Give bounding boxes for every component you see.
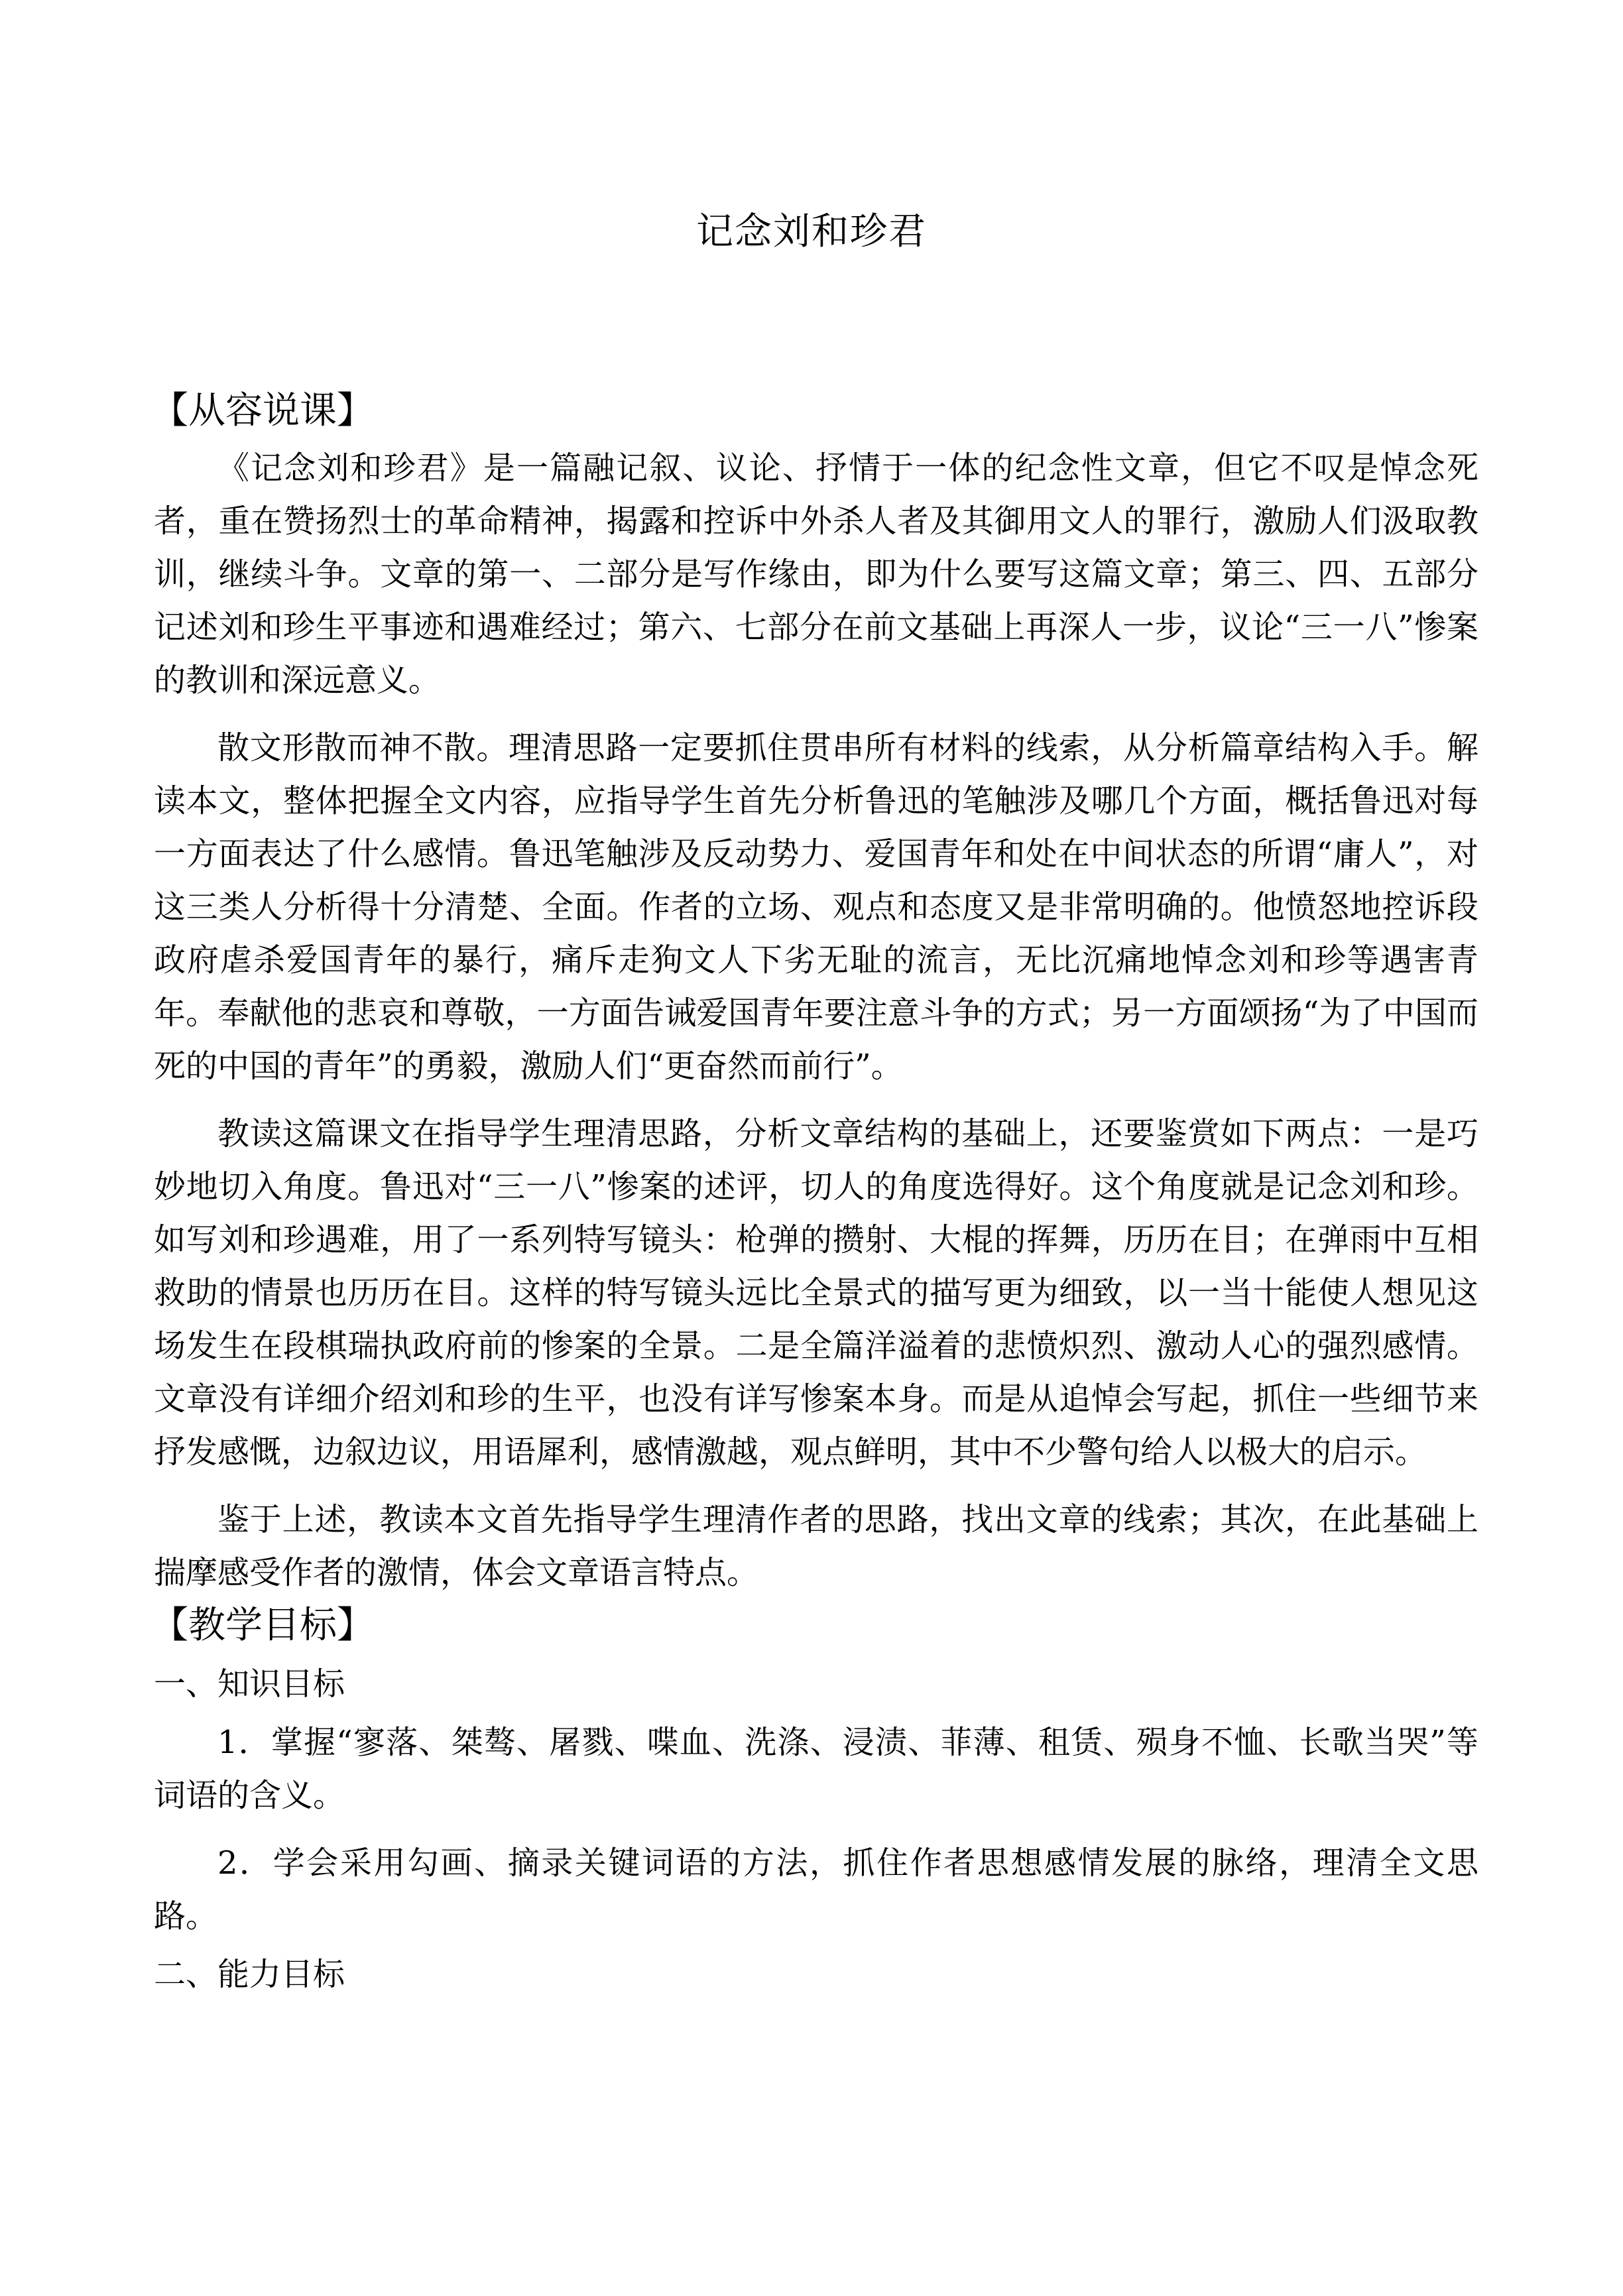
subsection-heading-ability-goals: 二、能力目标	[154, 1956, 345, 1993]
goal-item: 2．学会采用勾画、摘录关键词语的方法，抓住作者思想感情发展的脉络，理清全文思路。	[154, 1844, 1478, 1935]
paragraph: 《记念刘和珍君》是一篇融记叙、议论、抒情于一体的纪念性文章，但它不叹是悼念死者，重在赞扬烈士的革命精神，揭露和控诉中外杀人者及其御用文人的罪行，激励人们汲取教训，继续斗争。文章的第一、二部分是写作缘由，即为什么要写这篇文章；第三、四、五部分记述刘和珍生平事迹和遇难经过；第六、七部分在前文基础上再深人一步，议论“三一八”惨案的教训和深远意义。	[154, 450, 1478, 699]
paragraph: 散文形散而神不散。理清思路一定要抓住贯串所有材料的线索，从分析篇章结构入手。解读本文，整体把握全文内容，应指导学生首先分析鲁迅的笔触涉及哪几个方面，概括鲁迅对每一方面表达了什么感情。鲁迅笔触涉及反动势力、爱国青年和处在中间状态的所谓“庸人”，对这三类人分析得十分清楚、全面。作者的立场、观点和态度又是非常明确的。他愤怒地控诉段政府虐杀爱国青年的暴行，痛斥走狗文人下劣无耻的流言，无比沉痛地悼念刘和珍等遇害青年。奉献他的悲哀和尊敬，一方面告诫爱国青年要注意斗争的方式；另一方面颂扬“为了中国而死的中国的青年”的勇毅，激励人们“更奋然而前行”。	[154, 729, 1478, 1085]
section-heading-teaching-goals: 【教学目标】	[151, 1604, 374, 1647]
section-heading-lesson-talk: 【从容说课】	[151, 389, 374, 432]
subsection-heading-knowledge-goals: 一、知识目标	[154, 1665, 345, 1703]
paragraph: 鉴于上述，教读本文首先指导学生理清作者的思路，找出文章的线索；其次，在此基础上揣摩感受作者的激情，体会文章语言特点。	[154, 1501, 1478, 1591]
document-body	[151, 385, 1478, 2006]
document-title: 记念刘和珍君	[696, 210, 927, 253]
goal-item: 1．掌握“寥落、桀骜、屠戮、喋血、洗涤、浸渍、菲薄、租赁、殒身不恤、长歌当哭”等词语的含义。	[154, 1724, 1478, 1814]
paragraph: 教读这篇课文在指导学生理清思路，分析文章结构的基础上，还要鉴赏如下两点：一是巧妙地切入角度。鲁迅对“三一八”惨案的述评，切人的角度选得好。这个角度就是记念刘和珍。如写刘和珍遇难，用了一系列特写镜头：枪弹的攒射、大棍的挥舞，历历在目；在弹雨中互相救助的情景也历历在目。这样的特写镜头远比全景式的描写更为细致，以一当十能使人想见这场发生在段棋瑞执政府前的惨案的全景。二是全篇洋溢着的悲愤炽烈、激动人心的强烈感情。文章没有详细介绍刘和珍的生平，也没有详写惨案本身。而是从追悼会写起，抓住一些细节来抒发感慨，边叙边议，用语犀利，感情激越，观点鲜明，其中不少警句给人以极大的启示。	[154, 1115, 1478, 1471]
